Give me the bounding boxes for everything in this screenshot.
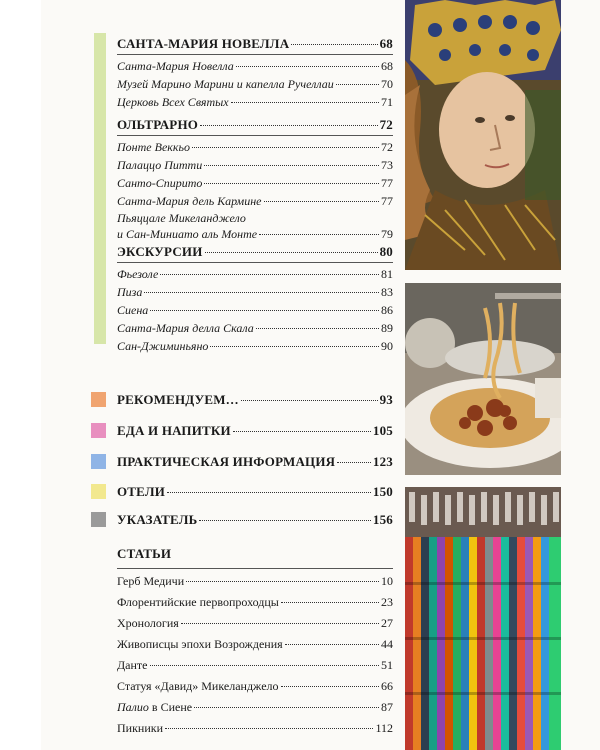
toc-entry[interactable]: Церковь Всех Святых 71 [117, 95, 393, 109]
article-entry[interactable]: Живописцы эпохи Возрождения 44 [117, 637, 393, 651]
article-entry[interactable]: Данте 51 [117, 658, 393, 672]
toc-entry[interactable]: Палаццо Питти 73 [117, 158, 393, 172]
article-entry[interactable]: Хронология 27 [117, 616, 393, 630]
toc-entry[interactable]: Санта-Мария Новелла 68 [117, 59, 393, 73]
toc-entry[interactable]: Санта-Мария дель Кармине 77 [117, 194, 393, 208]
toc-entry-multiline[interactable]: Пьяццале Микеланджело и Сан-Миниато аль Монте 79 [117, 211, 393, 241]
article-entry[interactable]: Флорентийские первопроходцы 23 [117, 595, 393, 609]
section-color-bar [94, 33, 106, 344]
toc-entry[interactable]: Санта-Мария делла Скала 89 [117, 321, 393, 335]
article-entry[interactable]: Пикники 112 [117, 721, 393, 735]
chapter-color-square [91, 423, 106, 438]
toc-section-excursions [117, 244, 393, 355]
chapter-hotels[interactable]: ОТЕЛИ 150 [117, 484, 393, 499]
toc-entry[interactable]: Музей Марино Марини и капелла Ручеллаи 70 [117, 77, 393, 91]
section-heading[interactable]: ОЛЬТРАРНО 72 [117, 117, 393, 132]
divider [117, 568, 393, 569]
divider [117, 135, 393, 136]
toc-entry[interactable]: Пиза 83 [117, 285, 393, 299]
chapter-color-square [91, 454, 106, 469]
toc-entry[interactable]: Сан-Джиминьяно 90 [117, 339, 393, 353]
chapter-practical-info[interactable]: ПРАКТИЧЕСКАЯ ИНФОРМАЦИЯ 123 [117, 454, 393, 469]
toc-section-oltrarno [117, 117, 393, 242]
articles-heading: СТАТЬИ [117, 546, 172, 561]
toc-section-santa-maria-novella [117, 36, 393, 111]
divider [117, 262, 393, 263]
chapter-color-square [91, 392, 106, 407]
chapter-color-square [91, 484, 106, 499]
fresco-photo [405, 0, 561, 270]
toc-articles [117, 546, 393, 739]
toc-entry[interactable]: Санто-Спирито 77 [117, 176, 393, 190]
chapter-food-drink[interactable]: ЕДА И НАПИТКИ 105 [117, 423, 393, 438]
toc-entry[interactable]: Понте Веккьо 72 [117, 140, 393, 154]
section-heading[interactable]: САНТА-МАРИЯ НОВЕЛЛА 68 [117, 36, 393, 51]
chapter-recommended[interactable]: РЕКОМЕНДУЕМ… 93 [117, 392, 393, 407]
article-entry[interactable]: Палио в Сиене 87 [117, 700, 393, 714]
pasta-photo [405, 283, 561, 475]
section-heading[interactable]: ЭКСКУРСИИ 80 [117, 244, 393, 259]
toc-entry[interactable]: Сиена 86 [117, 303, 393, 317]
divider [117, 54, 393, 55]
chapter-color-square [91, 512, 106, 527]
toc-entry[interactable]: Фьезоле 81 [117, 267, 393, 281]
article-entry[interactable]: Герб Медичи 10 [117, 574, 393, 588]
chapter-index[interactable]: УКАЗАТЕЛЬ 156 [117, 512, 393, 527]
article-entry[interactable]: Статуя «Давид» Микеланджело 66 [117, 679, 393, 693]
belts-photo [405, 487, 561, 750]
